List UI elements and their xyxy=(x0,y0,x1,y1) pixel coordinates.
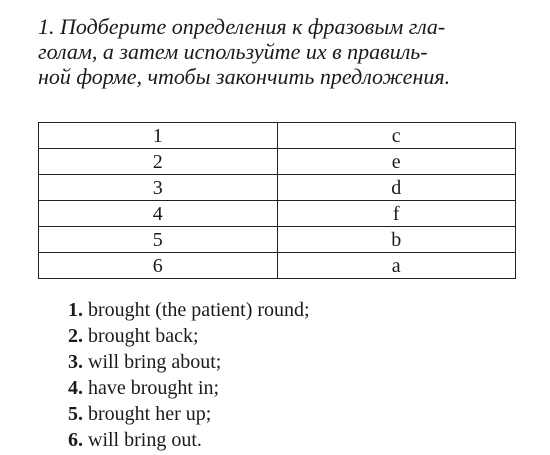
answer-text: will bring about; xyxy=(88,351,222,373)
task-line-2: голам, а затем используйте их в правиль- xyxy=(38,39,428,64)
answer-text: brought back; xyxy=(88,325,199,347)
answer-text: have brought in; xyxy=(88,377,220,399)
list-item xyxy=(68,323,310,349)
list-item xyxy=(68,375,310,401)
row-number: 6 xyxy=(39,253,278,279)
answer-text: brought (the patient) round; xyxy=(88,299,310,321)
answer-text: will bring out. xyxy=(88,429,202,451)
table-row xyxy=(39,175,516,201)
answer-number: 1. xyxy=(68,299,83,321)
answer-number: 2. xyxy=(68,325,83,347)
answer-number: 4. xyxy=(68,377,83,399)
answer-number: 6. xyxy=(68,429,83,451)
list-item xyxy=(68,427,310,453)
row-number: 2 xyxy=(39,149,278,175)
row-letter: c xyxy=(277,123,516,149)
row-letter: a xyxy=(277,253,516,279)
task-instruction xyxy=(38,14,518,89)
row-letter: d xyxy=(277,175,516,201)
answer-text: brought her up; xyxy=(88,403,212,425)
table-row xyxy=(39,123,516,149)
answer-number: 5. xyxy=(68,403,83,425)
row-number: 1 xyxy=(39,123,278,149)
row-letter: e xyxy=(277,149,516,175)
answer-number: 3. xyxy=(68,351,83,373)
row-letter: b xyxy=(277,227,516,253)
table-row xyxy=(39,227,516,253)
table-row xyxy=(39,253,516,279)
list-item xyxy=(68,349,310,375)
row-number: 5 xyxy=(39,227,278,253)
task-line-3: ной форме, чтобы закончить предложения. xyxy=(38,64,451,89)
answer-list xyxy=(68,297,310,453)
table-row xyxy=(39,201,516,227)
row-number: 3 xyxy=(39,175,278,201)
list-item xyxy=(68,297,310,323)
table-row xyxy=(39,149,516,175)
row-number: 4 xyxy=(39,201,278,227)
row-letter: f xyxy=(277,201,516,227)
task-line-1: 1. Подберите определения к фразовым гла- xyxy=(38,14,446,39)
list-item xyxy=(68,401,310,427)
matching-table xyxy=(38,122,516,279)
